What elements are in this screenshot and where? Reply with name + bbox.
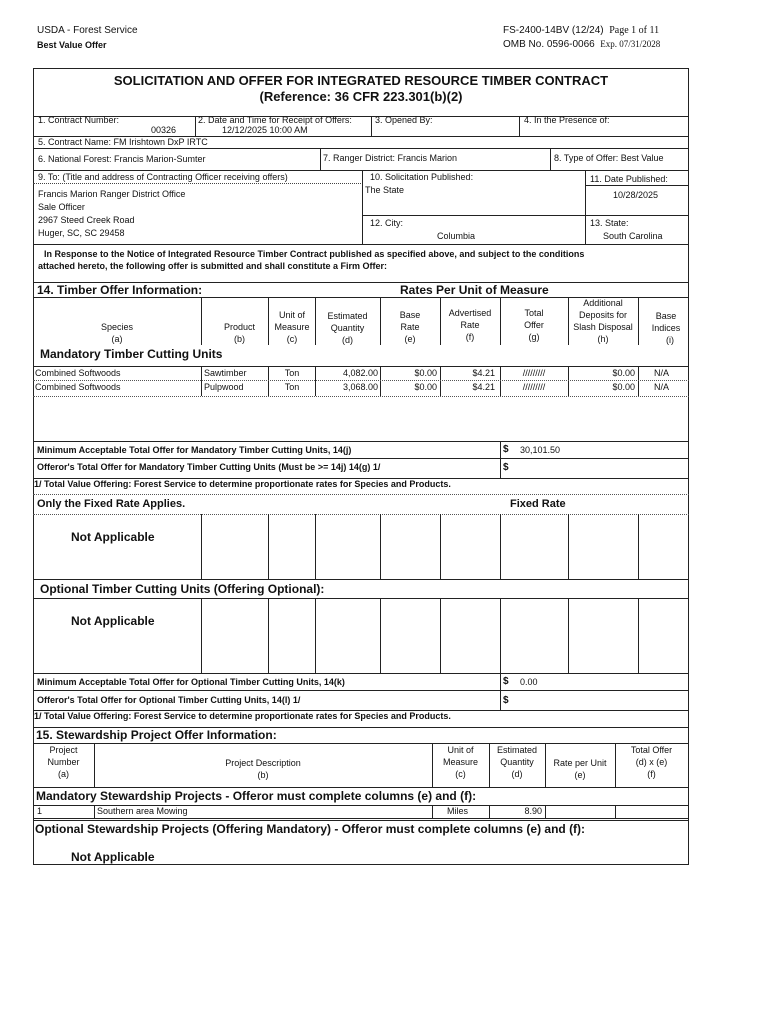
omb-number: OMB No. 0596-0066 Exp. 07/31/2028: [503, 39, 661, 50]
col-rate-per-unit: Rate per Unit: [553, 758, 607, 768]
contract-number-label: 1. Contract Number:: [38, 115, 120, 125]
qty-cell[interactable]: 3,068.00: [342, 382, 378, 392]
offeror-total-input[interactable]: [515, 460, 685, 477]
base-rate-cell[interactable]: $0.00: [414, 368, 437, 378]
unit-cell[interactable]: Ton: [284, 368, 300, 378]
adv-rate-cell[interactable]: $4.21: [472, 368, 495, 378]
total-offer-cell[interactable]: /////////: [522, 368, 546, 378]
species-cell[interactable]: Combined Softwoods: [35, 382, 121, 392]
col-base-rate-letter: (e): [404, 334, 416, 344]
dollar-sign: $: [503, 695, 509, 706]
col-indices-header: Base: [655, 311, 677, 321]
total-offer-cell[interactable]: /////////: [522, 382, 546, 392]
col-adv-rate-header-2: Rate: [460, 320, 480, 330]
col-deposits-header: Additional: [583, 298, 623, 308]
col-adv-rate-letter: (f): [465, 332, 475, 342]
address-line: Francis Marion Ranger District Office: [38, 189, 186, 199]
indices-cell[interactable]: N/A: [654, 382, 670, 392]
to-label: 9. To: (Title and address of Contracting Officer receiving offers): [38, 172, 288, 182]
optional-stewardship-title: Optional Stewardship Projects (Offering Mandatory) - Offeror must complete columns (e) and (f):: [35, 822, 586, 836]
agency-name: USDA - Forest Service: [37, 25, 138, 36]
qty-cell[interactable]: 4,082.00: [342, 368, 378, 378]
col-qty-letter: (d): [342, 335, 353, 345]
col-base-rate-header: Base: [399, 310, 421, 320]
fixed-rate-label: Only the Fixed Rate Applies.: [37, 498, 186, 510]
footnote: 1/ Total Value Offering: Forest Service to determine proportionate rates for Species and Products.: [34, 479, 451, 489]
quantity-cell[interactable]: 8.90: [524, 806, 542, 816]
col-qty-header-2: Quantity: [330, 323, 365, 333]
offer-type[interactable]: 8. Type of Offer: Best Value: [554, 153, 664, 163]
response-text: attached hereto, the following offer is submitted and shall constitute a Firm Offer:: [38, 261, 388, 271]
offeror-total-label: Offeror's Total Offer for Mandatory Timber Cutting Units (Must be >= 14j) 14(g) 1/: [37, 462, 381, 472]
indices-cell[interactable]: N/A: [654, 368, 670, 378]
deposit-cell[interactable]: $0.00: [612, 368, 635, 378]
col-unit-measure-2: Measure: [442, 757, 478, 767]
col-deposits-letter: (h): [597, 334, 609, 344]
col-total-offer-header-2: Offer: [524, 320, 544, 330]
not-applicable: Not Applicable: [71, 850, 155, 864]
city-label: 12. City:: [370, 218, 404, 228]
base-rate-cell[interactable]: $0.00: [414, 382, 437, 392]
project-number-cell[interactable]: 1: [37, 806, 43, 816]
col-indices-header-2: Indices: [651, 323, 681, 333]
opened-by-label: 3. Opened By:: [375, 115, 433, 125]
address-line: Sale Officer: [38, 202, 85, 212]
state-value[interactable]: South Carolina: [603, 231, 663, 241]
species-cell[interactable]: Combined Softwoods: [35, 368, 121, 378]
mandatory-units-title: Mandatory Timber Cutting Units: [40, 347, 223, 361]
col-rate-per-unit-letter: (e): [574, 770, 586, 780]
col-deposits-header-3: Slash Disposal: [573, 322, 633, 332]
min-offer-value[interactable]: 30,101.50: [520, 445, 561, 455]
col-base-rate-header-2: Rate: [400, 322, 420, 332]
unit-cell[interactable]: Ton: [284, 382, 300, 392]
form-title: Best Value Offer: [37, 40, 107, 50]
product-cell[interactable]: Pulpwood: [204, 382, 244, 392]
receipt-label: 2. Date and Time for Receipt of Offers:: [198, 115, 352, 125]
not-applicable: Not Applicable: [71, 614, 155, 628]
opt-offeror-input[interactable]: [515, 692, 685, 709]
state-label: 13. State:: [590, 218, 629, 228]
date-published-label: 11. Date Published:: [590, 174, 668, 184]
col-species-header: Species: [100, 322, 134, 332]
col-total-offer: Total Offer: [630, 745, 673, 755]
address-line: 2967 Steed Creek Road: [38, 215, 135, 225]
published-value[interactable]: The State: [365, 185, 405, 195]
col-product-header: Product: [223, 322, 256, 332]
col-project-number-2: Number: [47, 757, 80, 767]
section14-title: 14. Timber Offer Information:: [37, 283, 203, 297]
col-indices-letter: (i): [666, 335, 674, 345]
col-est-quantity-letter: (d): [511, 769, 523, 779]
receipt-value[interactable]: 12/12/2025 10:00 AM: [222, 125, 308, 135]
col-project-number: Project: [49, 745, 78, 755]
published-label: 10. Solicitation Published:: [370, 172, 474, 182]
col-est-quantity-2: Quantity: [500, 757, 534, 767]
fixed-rate-col: Fixed Rate: [510, 498, 566, 510]
address-line: Huger, SC, SC 29458: [38, 228, 125, 238]
dollar-sign: $: [503, 444, 509, 455]
contract-name[interactable]: 5. Contract Name: FM Irishtown DxP IRTC: [38, 137, 208, 147]
city-value[interactable]: Columbia: [437, 231, 476, 241]
form-number: FS-2400-14BV (12/24) Page 1 of 11: [503, 25, 660, 36]
unit-measure-cell[interactable]: Miles: [447, 806, 469, 816]
col-total-offer-letter: (f): [647, 769, 656, 779]
col-project-number-letter: (a): [58, 769, 69, 779]
dollar-sign: $: [503, 462, 509, 473]
opt-offeror-label: Offeror's Total Offer for Optional Timber Cutting Units, 14(l) 1/: [37, 695, 301, 705]
col-deposits-header-2: Deposits for: [578, 310, 628, 320]
col-species-letter: (a): [111, 334, 123, 344]
deposit-cell[interactable]: $0.00: [612, 382, 635, 392]
col-total-offer-letter: (g): [528, 332, 540, 342]
product-cell[interactable]: Sawtimber: [204, 368, 247, 378]
opt-min-value[interactable]: 0.00: [520, 677, 538, 687]
ranger-district[interactable]: 7. Ranger District: Francis Marion: [323, 153, 458, 163]
col-total-offer-header: Total: [524, 308, 544, 318]
form-main-title: SOLICITATION AND OFFER FOR INTEGRATED RESOURCE TIMBER CONTRACT: [113, 73, 609, 88]
mandatory-stewardship-title: Mandatory Stewardship Projects - Offeror must complete columns (e) and (f):: [36, 789, 477, 803]
col-unit-letter: (c): [286, 334, 298, 344]
form-reference: (Reference: 36 CFR 223.301(b)(2): [259, 89, 463, 104]
rate-per-unit-input[interactable]: [546, 806, 614, 817]
project-description-cell[interactable]: Southern area Mowing: [97, 806, 188, 816]
section15-title: 15. Stewardship Project Offer Information:: [36, 728, 277, 742]
rates-title: Rates Per Unit of Measure: [400, 283, 549, 297]
min-offer-label: Minimum Acceptable Total Offer for Mandatory Timber Cutting Units, 14(j): [37, 445, 352, 455]
col-project-description: Project Description: [225, 758, 301, 768]
contract-number[interactable]: 00326: [151, 125, 177, 135]
col-adv-rate-header: Advertised: [448, 308, 492, 318]
col-unit-header: Unit of: [278, 310, 305, 320]
presence-label: 4. In the Presence of:: [524, 115, 610, 125]
optional-units-title: Optional Timber Cutting Units (Offering Optional):: [40, 582, 325, 596]
col-est-quantity: Estimated: [496, 745, 538, 755]
footnote: 1/ Total Value Offering: Forest Service to determine proportionate rates for Species and Products.: [34, 711, 451, 721]
col-unit-measure: Unit of: [447, 745, 474, 755]
col-total-offer-2: (d) x (e): [635, 757, 668, 767]
col-qty-header: Estimated: [327, 311, 368, 321]
adv-rate-cell[interactable]: $4.21: [472, 382, 495, 392]
national-forest[interactable]: 6. National Forest: Francis Marion-Sumter: [38, 154, 206, 164]
total-offer-input[interactable]: [616, 806, 687, 817]
col-unit-measure-letter: (c): [455, 769, 466, 779]
date-published-value[interactable]: 10/28/2025: [613, 190, 659, 200]
response-text: In Response to the Notice of Integrated Resource Timber Contract published as specified above, and subject to the conditions: [44, 249, 585, 259]
col-project-description-letter: (b): [257, 770, 269, 780]
not-applicable: Not Applicable: [71, 530, 155, 544]
dollar-sign: $: [503, 676, 509, 687]
col-product-letter: (b): [234, 334, 245, 344]
opt-min-label: Minimum Acceptable Total Offer for Optional Timber Cutting Units, 14(k): [37, 677, 345, 687]
col-unit-header-2: Measure: [274, 322, 310, 332]
